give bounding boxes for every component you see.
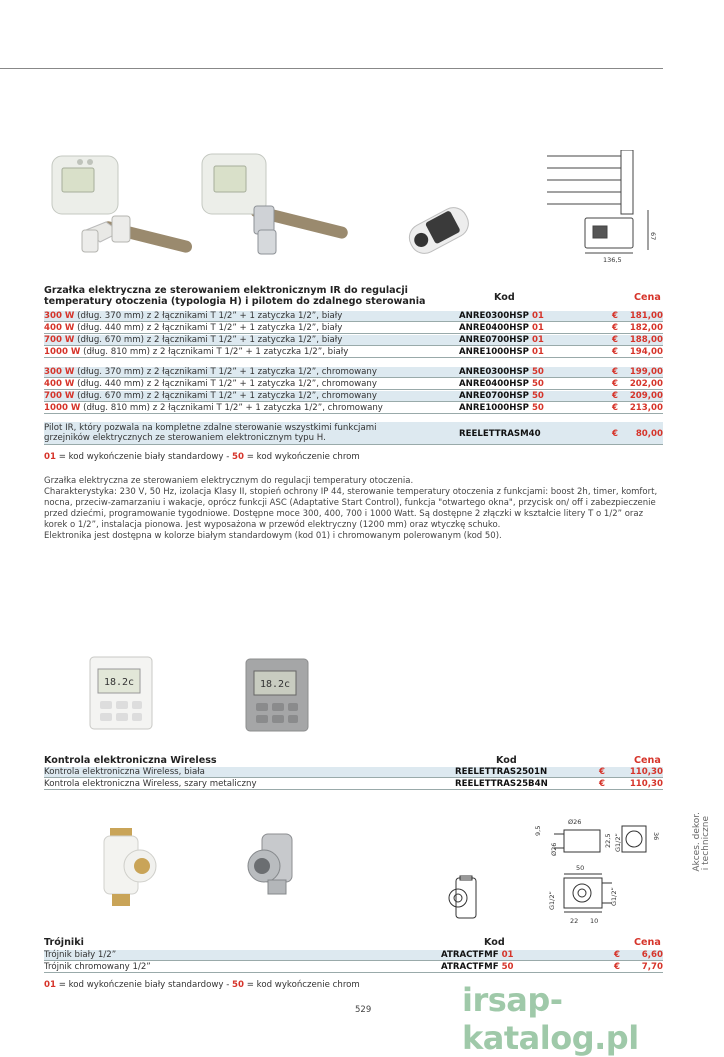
row-desc-text: (dług. 810 mm) z 2 łącznikami T 1/2” + 1 zatyczka 1/2”, biały — [80, 347, 349, 357]
product-description: Grzałka elektryczna ze sterowaniem elektrycznym do regulacji temperatury otoczenia. Charakterystyka: 230 V, 50 Hz, izolacja Klasy II, stopień ochrony IP 44, sterowanie temperatury otoczenia z funkcjami: boost 2h, timer, komfort, nocna, przeciw-zamarzaniu i wakacje, oprócz funkcji ASC (Adaptative Start Control), funkcja "otwartego okna", przycisk on/ off i zabezpieczenie przed dziećmi, programowanie tygodniowe. Dostępne moce 300, 400, 700 i 1000 Watt. Są dostępne 2 złączki w kształcie litery T o 1/2” oraz korek o 1/2”, instalacja pionowa. Jest wyposażona w przewód elektryczny (1200 mm) oraz wtyczkę schuko. Elektronika jest dostępna w kolorze białym standardowym (kod 01) i chromowanym polerowanym (kod 50). — [44, 476, 658, 541]
row-price: 110,30 — [629, 779, 663, 789]
row-price: 202,00 — [629, 379, 663, 389]
row-finish-code: 50 — [531, 403, 544, 413]
row-power: 1000 W — [44, 347, 81, 357]
row-desc-text: (dług. 810 mm) z 2 łącznikami T 1/2” + 1 zatyczka 1/2”, chromowany — [80, 403, 383, 413]
pilot-code: REELETTRASM40 — [459, 429, 541, 439]
row-code — [459, 335, 544, 345]
row-price: 6,60 — [641, 950, 663, 960]
table-row — [44, 779, 663, 790]
row-desc-text: (dług. 370 mm) z 2 łącznikami T 1/2” + 1 zatyczka 1/2”, biały — [74, 311, 343, 321]
section3-col-code: Kod — [484, 937, 505, 948]
table-row — [44, 950, 663, 961]
row-code-base: ATRACTFMF — [441, 950, 499, 960]
top-rule — [0, 68, 663, 69]
row-power: 1000 W — [44, 403, 81, 413]
row-code — [459, 403, 544, 413]
row-finish-code: 50 — [531, 367, 544, 377]
row-currency: € — [599, 779, 605, 789]
row-power: 700 W — [44, 391, 75, 401]
row-power: 400 W — [44, 379, 75, 389]
row-finish-code: 01 — [531, 335, 544, 345]
row-currency: € — [612, 311, 618, 321]
dim-d3: Ø26 — [550, 842, 558, 856]
table-row — [44, 962, 663, 973]
section1-title: Grzałka elektryczna ze sterowaniem elektronicznym IR do regulacji temperatury otoczenia (typologia H) i pilotem do zdalnego sterowania — [44, 285, 426, 307]
row-code — [459, 323, 544, 333]
row-code — [455, 767, 547, 777]
row-code — [459, 311, 544, 321]
row-code-base: REELETTRAS25B4N — [455, 779, 548, 789]
row-code-base: ANRE1000HSP — [459, 347, 529, 357]
row-code-base: ANRE0400HSP — [459, 323, 529, 333]
section3-title: Trójniki — [44, 937, 84, 948]
section1-col-price: Cena — [634, 292, 661, 303]
dim-d5: G1/2” — [614, 833, 622, 852]
table-row — [44, 347, 663, 358]
table-row — [44, 379, 663, 390]
section1-col-code: Kod — [494, 292, 515, 303]
watermark: irsap-katalog.pl — [462, 981, 639, 1057]
row-description — [44, 403, 383, 413]
row-currency: € — [612, 403, 618, 413]
row-desc-text: Trójnik biały 1/2” — [44, 950, 117, 960]
row-finish-code: 50 — [531, 391, 544, 401]
row-code-base: ANRE0300HSP — [459, 311, 529, 321]
tee-chrome-photo — [244, 832, 316, 900]
row-code-base: ANRE0700HSP — [459, 335, 529, 345]
row-desc-text: (dług. 670 mm) z 2 łącznikami T 1/2” + 1 zatyczka 1/2”, chromowany — [74, 391, 377, 401]
dim-d2: 9,5 — [534, 825, 542, 836]
side-tab-label: Akces. dekor. i techniczne — [692, 812, 711, 872]
row-code — [459, 391, 544, 401]
row-desc-text: (dług. 370 mm) z 2 łącznikami T 1/2” + 1 zatyczka 1/2”, chromowany — [74, 367, 377, 377]
table-row — [44, 323, 663, 334]
row-desc-text: (dług. 670 mm) z 2 łącznikami T 1/2” + 1 zatyczka 1/2”, biały — [74, 335, 343, 345]
pilot-row — [44, 422, 663, 445]
dim-d4: 22,5 — [604, 833, 612, 848]
row-price: 209,00 — [629, 391, 663, 401]
row-price: 7,70 — [641, 962, 663, 972]
row-power: 400 W — [44, 323, 75, 333]
row-code-base: ANRE1000HSP — [459, 403, 529, 413]
row-description — [44, 311, 342, 321]
dim-d7: 50 — [576, 864, 585, 872]
dim-d9: G1/2” — [610, 887, 618, 906]
drawing-dim-height: 67 — [649, 232, 657, 241]
table-row — [44, 335, 663, 346]
row-description — [44, 323, 342, 333]
row-currency: € — [612, 367, 618, 377]
installation-drawing — [545, 150, 665, 266]
row-code-base: REELETTRAS2501N — [455, 767, 548, 777]
row-finish-code: 01 — [531, 347, 544, 357]
row-desc-text: Kontrola elektroniczna Wireless, biała — [44, 767, 205, 777]
heater-chrome-photo — [196, 148, 352, 258]
row-code-base: ANRE0700HSP — [459, 391, 529, 401]
row-currency: € — [612, 323, 618, 333]
row-description — [44, 950, 116, 960]
table-row — [44, 367, 663, 378]
row-price: 110,30 — [629, 767, 663, 777]
row-currency: € — [612, 347, 618, 357]
row-currency: € — [614, 950, 620, 960]
row-finish-code: 01 — [501, 950, 514, 960]
pilot-desc: Pilot IR, który pozwala na kompletne zdalne sterowanie wszystkimi funkcjami grzejników elektrycznych ze sterowaniem elektronicznym typu H. — [44, 423, 377, 443]
wireless-control-grey-photo — [244, 657, 314, 735]
table-row — [44, 391, 663, 402]
heater-white-photo — [44, 148, 194, 258]
table-row — [44, 767, 663, 778]
row-code — [441, 962, 514, 972]
row-code — [455, 779, 548, 789]
row-finish-code: 01 — [531, 311, 544, 321]
row-currency: € — [612, 379, 618, 389]
row-code-base: ANRE0400HSP — [459, 379, 529, 389]
row-finish-code: 50 — [501, 962, 514, 972]
row-price: 213,00 — [629, 403, 663, 413]
row-price: 194,00 — [629, 347, 663, 357]
tee-dimension-drawing — [530, 812, 662, 928]
row-description — [44, 379, 377, 389]
row-currency: € — [599, 767, 605, 777]
drawing-dim-width: 136,5 — [603, 256, 622, 264]
dim-d8: G1/2” — [548, 891, 556, 910]
section3-col-price: Cena — [634, 937, 661, 948]
row-desc-text: (dług. 440 mm) z 2 łącznikami T 1/2” + 1 zatyczka 1/2”, chromowany — [74, 379, 377, 389]
row-price: 188,00 — [629, 335, 663, 345]
finish-legend-2: 01 = kod wykończenie biały standardowy - 50 = kod wykończenie chrom — [44, 980, 360, 990]
row-price: 182,00 — [629, 323, 663, 333]
page-number: 529 — [355, 1005, 372, 1015]
remote-control-photo — [402, 198, 474, 264]
row-price: 181,00 — [629, 311, 663, 321]
tee-line-drawing — [444, 874, 488, 924]
row-code-base: ATRACTFMF — [441, 962, 499, 972]
row-price: 199,00 — [629, 367, 663, 377]
pilot-price: 80,00 — [635, 429, 663, 439]
row-desc-text: Trójnik chromowany 1/2” — [44, 962, 151, 972]
dim-d10: 22 — [570, 917, 579, 925]
row-code — [459, 367, 544, 377]
row-power: 300 W — [44, 311, 75, 321]
row-currency: € — [612, 335, 618, 345]
section2-title: Kontrola elektroniczna Wireless — [44, 755, 217, 766]
wireless-control-white-photo — [88, 655, 158, 733]
finish-legend-1: 01 = kod wykończenie biały standardowy - 50 = kod wykończenie chrom — [44, 452, 360, 462]
row-description — [44, 767, 205, 777]
row-finish-code: 50 — [531, 379, 544, 389]
dim-d1: Ø26 — [568, 818, 582, 826]
dim-d6: 36 — [652, 832, 660, 841]
row-description — [44, 962, 151, 972]
table-row — [44, 403, 663, 414]
grey-display-text: 18.2c — [259, 679, 291, 690]
section2-col-price: Cena — [634, 755, 661, 766]
dim-d11: 10 — [590, 917, 599, 925]
row-description — [44, 335, 342, 345]
tee-white-photo — [96, 826, 162, 910]
row-code — [441, 950, 514, 960]
pilot-currency: € — [612, 429, 618, 439]
row-code-base: ANRE0300HSP — [459, 367, 529, 377]
row-description — [44, 391, 377, 401]
white-display-text: 18.2c — [103, 677, 135, 688]
table-row — [44, 311, 663, 322]
row-currency: € — [612, 391, 618, 401]
row-description — [44, 347, 348, 357]
row-description — [44, 779, 257, 789]
row-desc-text: Kontrola elektroniczna Wireless, szary metaliczny — [44, 779, 257, 789]
row-currency: € — [614, 962, 620, 972]
section2-col-code: Kod — [496, 755, 517, 766]
row-description — [44, 367, 377, 377]
row-power: 700 W — [44, 335, 75, 345]
row-desc-text: (dług. 440 mm) z 2 łącznikami T 1/2” + 1 zatyczka 1/2”, biały — [74, 323, 343, 333]
row-finish-code: 01 — [531, 323, 544, 333]
row-power: 300 W — [44, 367, 75, 377]
row-code — [459, 347, 544, 357]
row-code — [459, 379, 544, 389]
